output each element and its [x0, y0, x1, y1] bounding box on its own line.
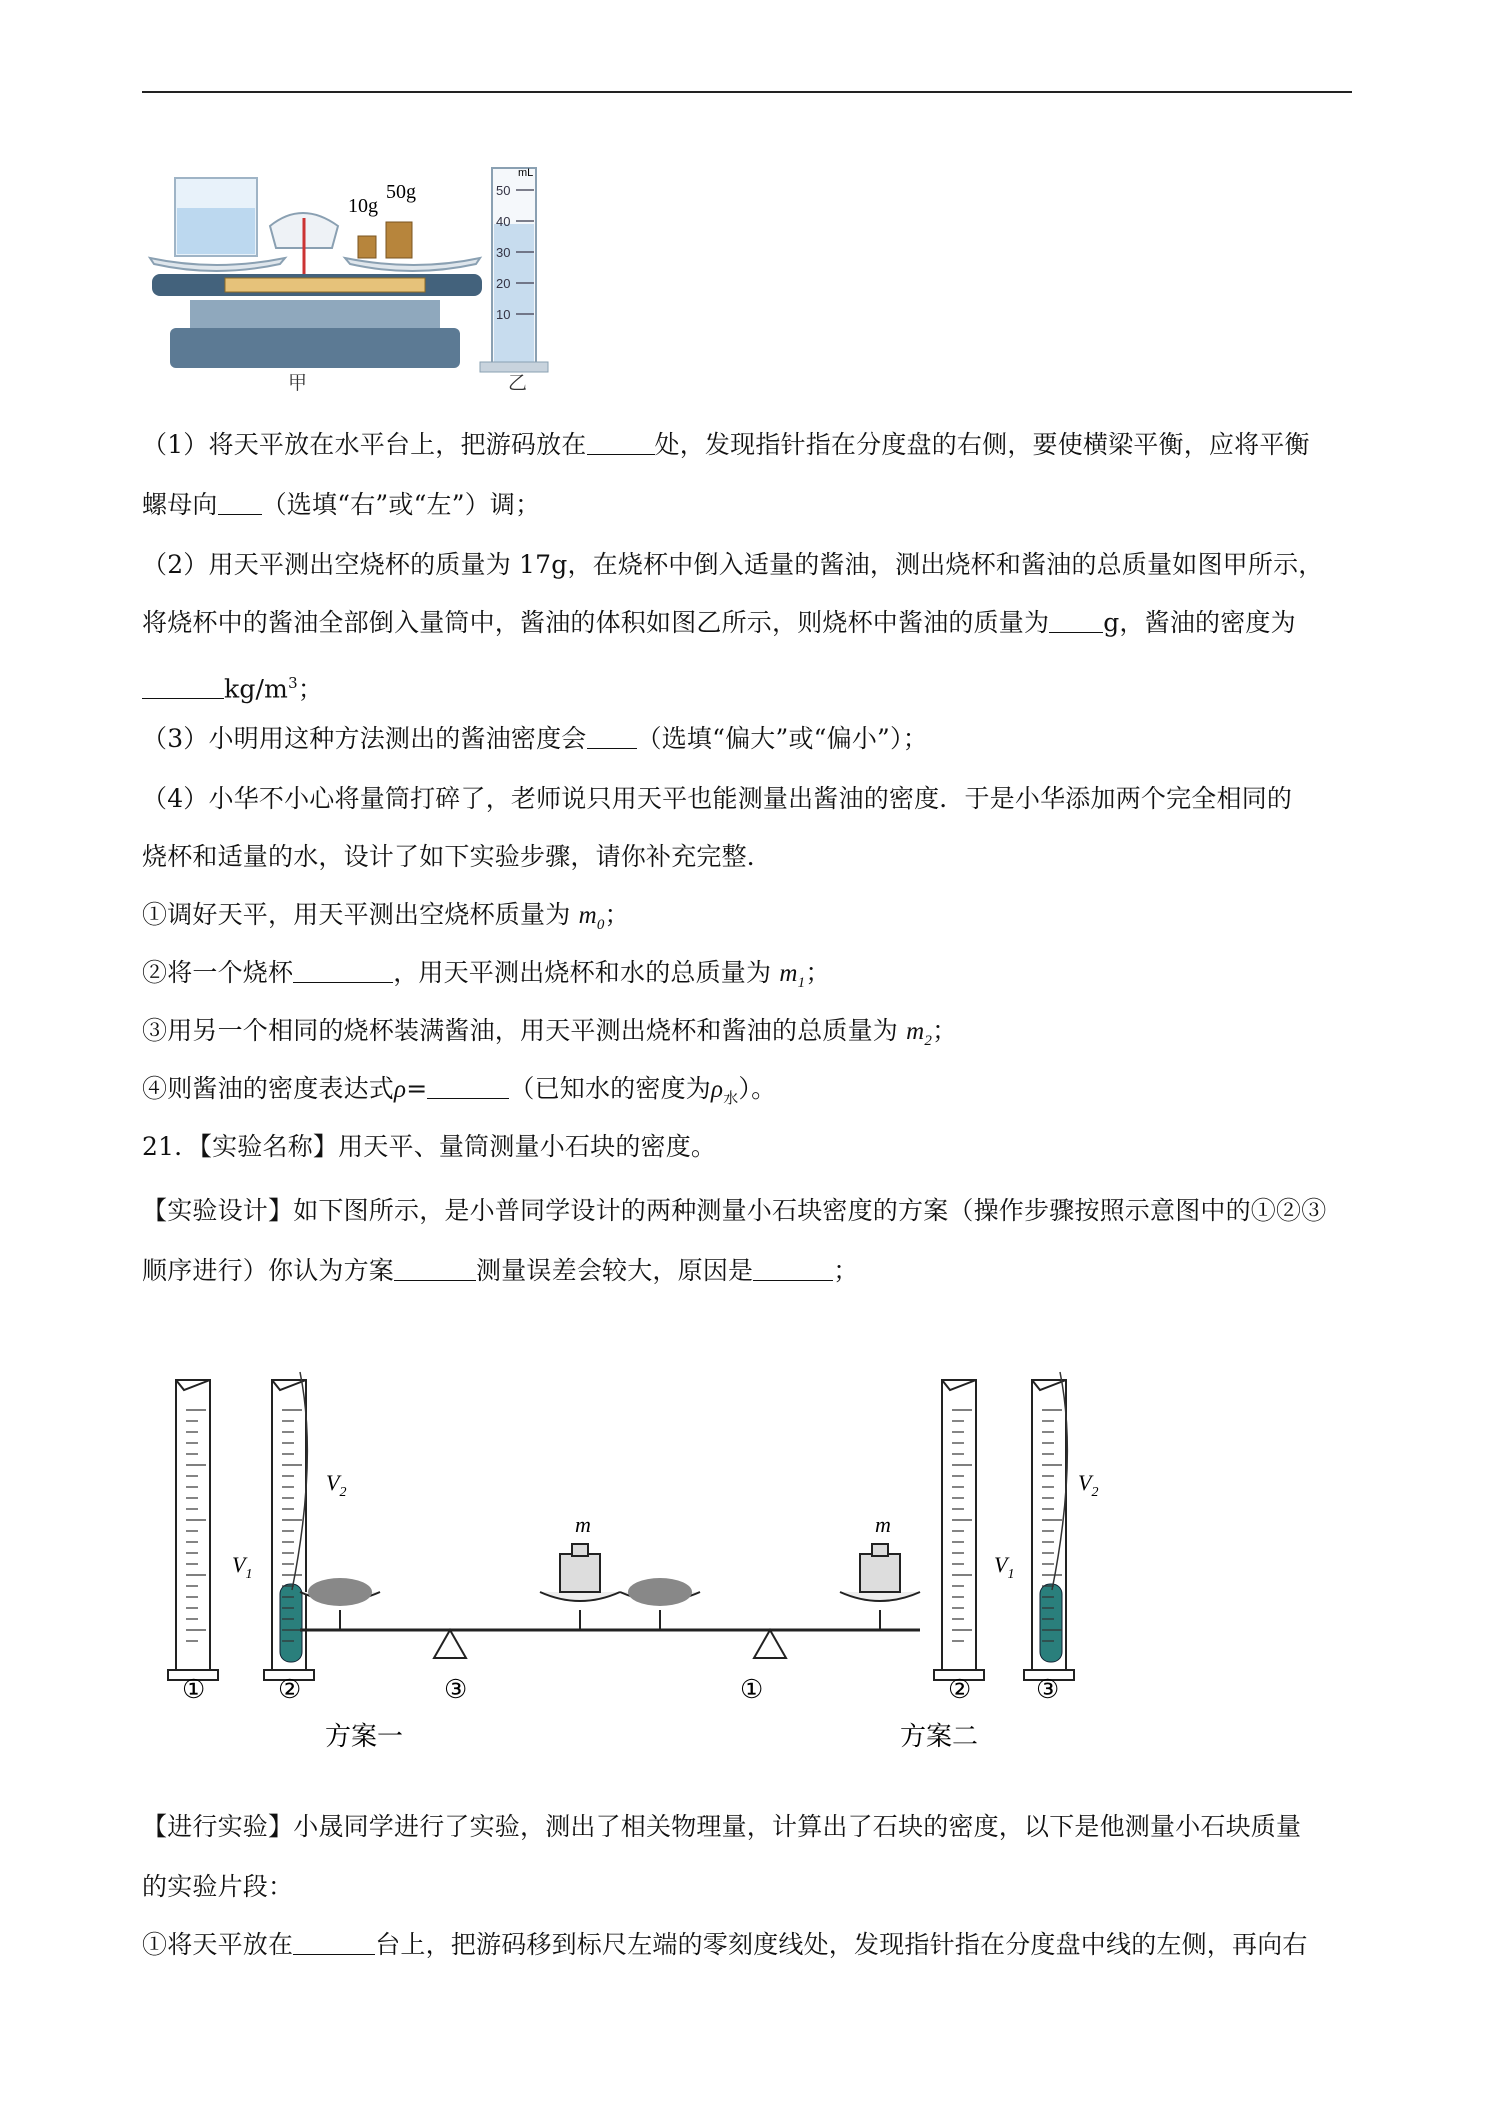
- cylinder-tick-label: 10: [496, 307, 511, 322]
- q21-exp-line2: 的实验片段：: [142, 1872, 294, 1901]
- q21-exp-line1: 【进行实验】小晟同学进行了实验，测出了相关物理量，计算出了石块的密度，以下是他测量小石块质量: [142, 1812, 1302, 1841]
- caption-jia: 甲: [288, 372, 308, 394]
- q-step4: ④则酱油的密度表达式ρ= （已知水的密度为$\rho_水$）。: [142, 1074, 777, 1107]
- q21-design-line1: 【实验设计】如下图所示，是小普同学设计的两种测量小石块密度的方案（操作步骤按照示意图中的①②③: [142, 1196, 1327, 1225]
- q-part4-line2: 烧杯和适量的水，设计了如下实验步骤，请你补充完整．: [142, 842, 773, 871]
- blank-5[interactable]: [587, 724, 637, 749]
- svg-text:m: m: [875, 1512, 891, 1537]
- cylinder-tick-label: 20: [496, 276, 511, 291]
- svg-text:V1: $V_1$: [232, 1552, 253, 1582]
- plan1-cylinder-1-icon: [168, 1380, 218, 1680]
- cylinder-tick-label: 30: [496, 245, 511, 260]
- weight-10g-icon: [358, 236, 376, 258]
- q-step3: ③用另一个相同的烧杯装满酱油，用天平测出烧杯和酱油的总质量为 $m_2$；: [142, 1016, 958, 1049]
- blank-8[interactable]: [394, 1256, 476, 1281]
- measuring-cylinder-icon: [480, 167, 548, 372]
- weight-50g-icon: [386, 222, 412, 258]
- svg-text:mL: mL: [518, 167, 534, 179]
- svg-text:①: ①: [740, 1674, 764, 1704]
- q-part2-line3: $kg/m^3$；: [142, 666, 1357, 706]
- blank-1[interactable]: [587, 430, 655, 455]
- svg-text:V1: $V_1$: [994, 1552, 1015, 1582]
- plan2-cylinder-2-icon: [1024, 1372, 1074, 1680]
- svg-text:m: m: [575, 1512, 591, 1537]
- blank-2[interactable]: [218, 490, 262, 515]
- q-part3: （3）小明用这种方法测出的酱油密度会 （选填“偏大”或“偏小”）；: [142, 724, 928, 753]
- svg-text:②: ②: [278, 1674, 302, 1704]
- stone-icon: [308, 1578, 372, 1606]
- figure-two-plans: [160, 1340, 1160, 1760]
- q21-design-line2: 顺序进行）你认为方案 测量误差会较大，原因是 ；: [142, 1256, 859, 1285]
- left-pan-icon: [150, 258, 285, 271]
- q21-exp-line3: ①将天平放在 台上，把游码移到标尺左端的零刻度线处，发现指针指在分度盘中线的左侧，再向右: [142, 1930, 1308, 1959]
- svg-text:10g: 10g: [348, 195, 378, 217]
- plan1-balance-icon: [300, 1544, 620, 1658]
- right-pan-icon: [345, 258, 480, 271]
- q-part4-line1: （4）小华不小心将量筒打碎了，老师说只用天平也能测量出酱油的密度．于是小华添加两个完全相同的: [142, 784, 1293, 813]
- plan2-balance-icon: [620, 1544, 920, 1658]
- svg-text:方案一: 方案一: [325, 1722, 404, 1752]
- svg-text:③: ③: [444, 1674, 468, 1704]
- weight-icon: [560, 1554, 600, 1592]
- balance-base-icon: [170, 328, 460, 368]
- q21-title: 21．【实验名称】用天平、量筒测量小石块的密度。: [142, 1132, 717, 1161]
- plan2-cylinder-1-icon: [934, 1380, 984, 1680]
- figure-balance-and-cylinder: [140, 160, 560, 400]
- svg-text:方案二: 方案二: [900, 1722, 979, 1752]
- svg-text:50g: 50g: [386, 181, 416, 203]
- blank-3[interactable]: [1049, 608, 1103, 633]
- blank-7[interactable]: [427, 1074, 509, 1099]
- svg-text:V2: $V_2$: [326, 1470, 347, 1500]
- q-part1-line2: 螺母向 （选填“右”或“左”）调；: [142, 490, 541, 519]
- header-rule: [142, 91, 1352, 93]
- q-step2: ②将一个烧杯 ，用天平测出烧杯和水的总质量为 $m_1$；: [142, 958, 831, 991]
- blank-10[interactable]: [293, 1930, 375, 1955]
- q-step1: ①调好天平，用天平测出空烧杯质量为 $m_0$；: [142, 900, 630, 933]
- blank-4[interactable]: [142, 674, 224, 699]
- svg-text:③: ③: [1036, 1674, 1060, 1704]
- weight-icon: [860, 1554, 900, 1592]
- svg-text:①: ①: [182, 1674, 206, 1704]
- svg-text:V2: $V_2$: [1078, 1470, 1099, 1500]
- caption-yi: 乙: [508, 372, 528, 394]
- cylinder-tick-label: 40: [496, 214, 511, 229]
- plan1-cylinder-2-icon: [264, 1372, 314, 1680]
- blank-6[interactable]: [293, 958, 393, 983]
- svg-text:②: ②: [948, 1674, 972, 1704]
- cylinder-tick-label: 50: [496, 183, 511, 198]
- q-part2-line1: （2）用天平测出空烧杯的质量为 17g，在烧杯中倒入适量的酱油，测出烧杯和酱油的总质量如图甲所示，: [142, 550, 1324, 579]
- blank-9[interactable]: [753, 1256, 833, 1281]
- q-part2-line2: 将烧杯中的酱油全部倒入量筒中，酱油的体积如图乙所示，则烧杯中酱油的质量为 g，酱油的密度为: [142, 608, 1296, 637]
- stone-icon: [628, 1578, 692, 1606]
- q-part1-line1: （1）将天平放在水平台上，把游码放在 处，发现指针指在分度盘的右侧，要使横梁平衡，应将平衡: [142, 430, 1310, 459]
